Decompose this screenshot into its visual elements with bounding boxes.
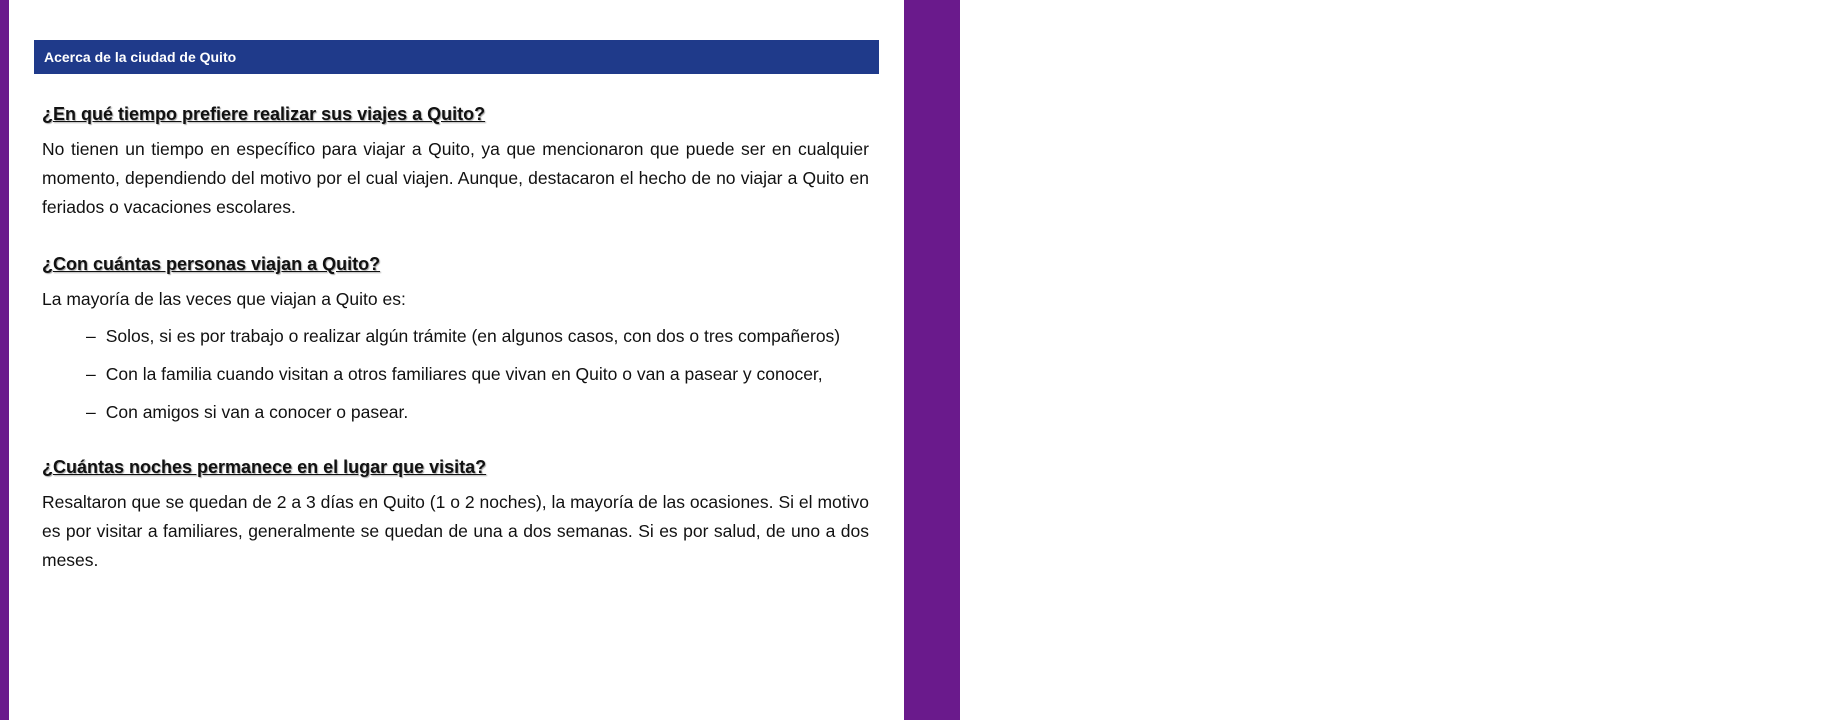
list-item (86, 322, 869, 351)
list-item (86, 398, 869, 427)
list-item-text: Con la familia cuando visitan a otros familiares que vivan en Quito o van a pasear y conocer, (105, 364, 823, 384)
companions-list (42, 322, 869, 427)
question-3: ¿Cuántas noches permanece en el lugar que visita? (42, 457, 487, 477)
answer-1: No tienen un tiempo en específico para viajar a Quito, ya que mencionaron que puede ser en cualquier momento, dependiendo del motivo por el cual viajen. Aunque, destacaron el hecho de no viajar a Quito en feriados o vacaciones escolares. (42, 139, 869, 217)
answer-3: Resaltaron que se quedan de 2 a 3 días en Quito (1 o 2 noches), la mayoría de las ocasiones. Si el motivo es por visitar a familiares, generalmente se quedan de una a dos semanas. Si es por salud, de uno a dos meses. (42, 492, 869, 570)
dash-bullet: – (86, 402, 96, 422)
answer-2: La mayoría de las veces que viajan a Quito es: (42, 289, 406, 309)
header-band: Acerca de la ciudad de Quito (34, 40, 879, 74)
question-1: ¿En qué tiempo prefiere realizar sus viajes a Quito? (42, 104, 486, 124)
dash-bullet: – (86, 326, 96, 346)
list-item-text: Con amigos si van a conocer o pasear. (105, 402, 409, 422)
dash-bullet: – (86, 364, 96, 384)
right-sidebar (904, 0, 1846, 720)
left-accent-bar (0, 0, 9, 720)
vertical-title: Guayaquil, Cuenca, Ambato, Santo Domingo, Manta y Portoviejo (1827, 115, 1846, 605)
list-item (86, 360, 869, 389)
question-2: ¿Con cuántas personas viajan a Quito? (42, 254, 381, 274)
content-area (42, 100, 869, 575)
list-item-text: Solos, si es por trabajo o realizar algún trámite (en algunos casos, con dos o tres compañeros) (105, 326, 841, 346)
